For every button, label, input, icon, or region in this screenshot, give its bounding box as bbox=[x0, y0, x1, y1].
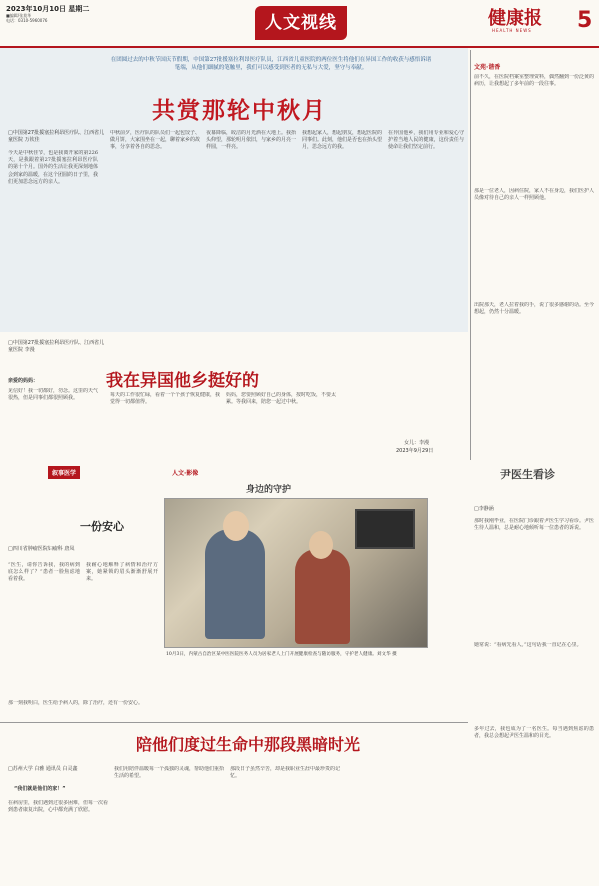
story2-signature: 女儿：李漫 bbox=[404, 440, 430, 446]
story5-col-1: 那时我刚毕业，在医院门诊跟着尹医生学习看诊。尹医生待人温和，总是耐心地倾听每一位患者的诉说。 bbox=[474, 518, 594, 532]
story6-title: 陪他们度过生命中那段黑暗时光 bbox=[136, 735, 361, 754]
story2-title: 我在异国他乡挺好的 bbox=[106, 371, 259, 391]
story2-date: 2023年9月29日 bbox=[396, 448, 434, 454]
feature-col-2: 中秋前夕，医疗队的队员们一起包饺子、做月饼，大家围坐在一起，聊着家乡的故事，分享着各自的思念。 bbox=[110, 130, 200, 151]
feature-col-3: 夜幕降临，皎洁的月光洒在大地上。我抬头仰望，那轮明月依旧，与家乡的月亮一样圆，一样亮。 bbox=[206, 130, 296, 151]
photo-figure-patient bbox=[295, 549, 350, 644]
story5-col-3: 多年过去，我也成为了一名医生。每当遇到焦虑的患者，我总会想起尹医生温和的目光。 bbox=[474, 726, 594, 740]
feature-col-1: 今天是中秋佳节，也是我离开家的第226天，是我跟着第27批援塞拉利昂医疗队的第十个月。国外的生活让我更深刻地体会到家的温暖，在这个团圆的日子里，我们更加思念远方的亲人。 bbox=[8, 150, 98, 185]
feature-lead: 在团圆过去的中秋节国庆节假期，中国第27批援塞拉利昂医疗队员，江西省儿童医院的两位医生将他们在异国工作的收获与感悟诉诸笔端，从他们細腻的笔触里，我们可以感受到医者的无私与大爱，坚守与奉献。 bbox=[110, 57, 432, 71]
story2-greeting: 亲爱的妈妈： bbox=[8, 378, 39, 384]
sidebar-para-1: 前不久，在医院档案室整理资料，偶然翻到一份泛黄的病历，让我想起了多年前的一段往事。 bbox=[474, 74, 594, 88]
story3-tag: 叙事医学 bbox=[48, 466, 80, 479]
photo-tv bbox=[355, 509, 415, 549]
story2-author: □中国第27批援塞拉利昂医疗队、江西省儿童医院 李漫 bbox=[8, 340, 105, 353]
phone: 电话：0310-5960076 bbox=[6, 18, 48, 23]
story5-author: □李静涵 bbox=[474, 506, 494, 512]
photo-figure-doctor bbox=[205, 529, 265, 639]
story5-col-2: 她常说：“看病先看人。”这句话我一直记在心里。 bbox=[474, 642, 582, 648]
story6-quote: “我们就是他们的家！” bbox=[14, 786, 66, 792]
editor-name: ■编辑/张莫华 bbox=[6, 13, 32, 18]
story2-col-2: 每天的工作很忙碌，看着一个个孩子恢复健康，我觉得一切都值得。 bbox=[110, 392, 220, 406]
column-divider bbox=[470, 50, 471, 460]
story4-tag: 人文·影像 bbox=[172, 470, 199, 477]
story3-title: 一份安心 bbox=[80, 520, 124, 533]
sidebar-para-2: 那是一位老人，因病住院，家人不在身边，我们医护人员像对待自己的亲人一样照顾他。 bbox=[474, 188, 594, 202]
feature-title: 共赏那轮中秋月 bbox=[152, 98, 327, 124]
page-number: 5 bbox=[577, 8, 593, 33]
story5-title: 尹医生看诊 bbox=[500, 468, 555, 481]
brand-logo: 健康报 bbox=[488, 8, 542, 29]
issue-date: 2023年10月10日 星期二 bbox=[6, 5, 90, 13]
photo-face-doctor bbox=[223, 511, 249, 541]
editor-info bbox=[6, 13, 47, 23]
sidebar-tag: 文苑·谐香 bbox=[474, 64, 501, 71]
story3-col-2: 我耐心地解释了病情和治疗方案，她紧锁的眉头渐渐舒展开来。 bbox=[86, 562, 158, 583]
story2-col-3: 妈妈，您要照顾好自己的身体，按时吃饭，不要太累。等我回来，陪您一起过中秋。 bbox=[226, 392, 336, 406]
feature-author: □中国第27批援塞拉利昂医疗队、江西省儿童医院 万钦佳 bbox=[8, 130, 105, 143]
story6-top-rule bbox=[0, 722, 468, 723]
story4-title: 身边的守护 bbox=[246, 485, 292, 495]
section-banner: 人文视线 bbox=[255, 6, 347, 40]
story3-col-3: 那一刻我明白，医生给予病人的，除了治疗，还有一份安心。 bbox=[8, 700, 144, 706]
story6-author: □苏州大学 白雅 通讯员 白灵鑫 bbox=[8, 766, 78, 772]
story2-col-1: 见信好！我一切都好，勿念。这里的天气很热，但是同事们都很照顾我。 bbox=[8, 388, 98, 402]
story6-col-2: 我们用陪伴温暖每一个孤独的灵魂，帮助他们重拾生活的希望。 bbox=[114, 766, 224, 780]
news-photo bbox=[164, 498, 428, 648]
photo-face-patient bbox=[309, 531, 333, 559]
photo-caption: 10月3日，内蒙古自治区某中医医院医务人员为居家老人上门开展健康检查与随访服务，守护老人健康。刘文华 摄 bbox=[166, 652, 397, 657]
story6-col-3: 那段日子虽然辛苦，却是我职业生涯中最珍贵的记忆。 bbox=[230, 766, 340, 780]
sidebar-para-3: 出院那天，老人拉着我的手，说了很多感谢的话。至今想起，仍然十分温暖。 bbox=[474, 302, 594, 316]
story3-author: □四川省肿瘤医院妇瘤科 唐凤 bbox=[8, 546, 75, 552]
brand-subtitle: HEALTH NEWS bbox=[492, 28, 532, 33]
story6-col-1: 在病房里，我们遇到过很多困难，但每一次看到患者康复出院，心中都充满了欣慰。 bbox=[8, 800, 108, 814]
feature-col-4: 我想起家人，想起朋友，想起医院的同事们。此刻，他们是否也在抬头望月，思念远方的我。 bbox=[302, 130, 382, 151]
feature-col-5: 在异国他乡，我们用专业和爱心守护着当地人民的健康，这份责任与使命让我们坚定前行。 bbox=[388, 130, 464, 151]
story3-col-1: “医生，请你告诉我，我的病到底怎么样了？”患者一脸焦虑地看着我。 bbox=[8, 562, 80, 583]
